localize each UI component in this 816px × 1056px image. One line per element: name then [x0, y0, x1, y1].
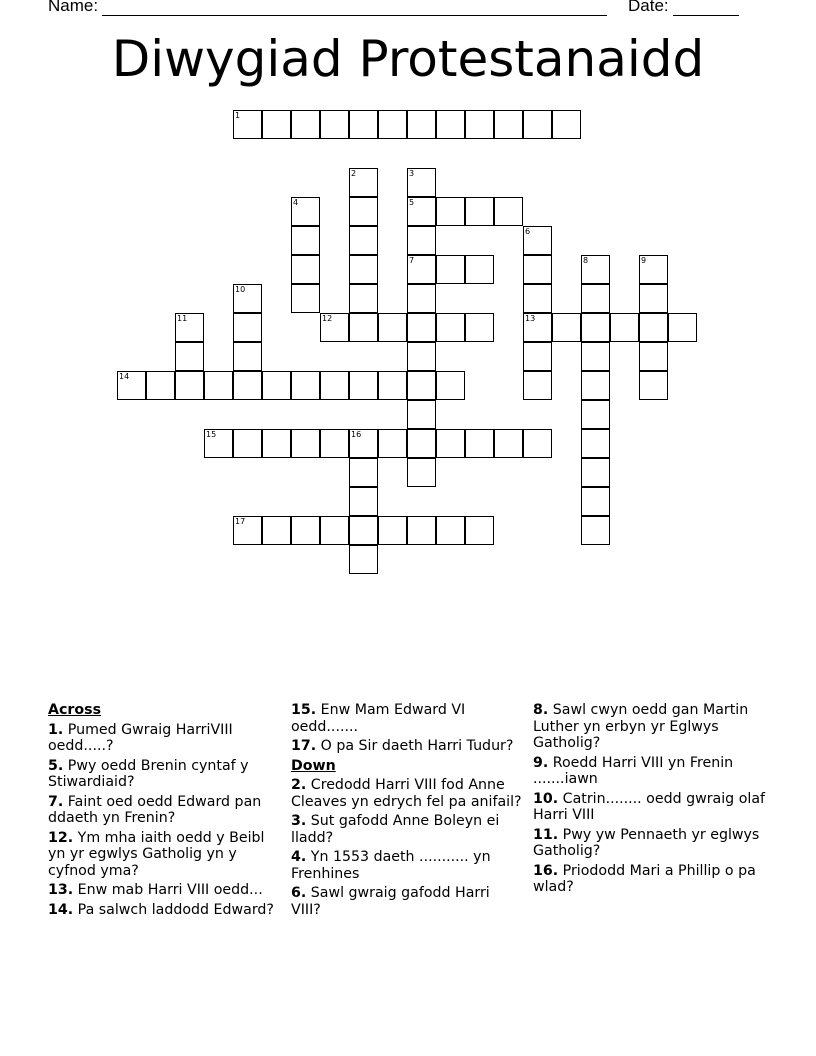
cell-number: 7: [409, 256, 415, 265]
grid-cell[interactable]: [349, 197, 378, 226]
grid-cell[interactable]: [552, 313, 581, 342]
page-title: Diwygiad Protestanaidd: [111, 30, 705, 88]
grid-cell[interactable]: [349, 284, 378, 313]
grid-cell[interactable]: [465, 429, 494, 458]
clue-down-8: [533, 702, 765, 752]
grid-cell[interactable]: [378, 516, 407, 545]
clue-number: 9.: [533, 754, 549, 771]
grid-cell[interactable]: [262, 371, 291, 400]
clue-text: Enw mab Harri VIII oedd...: [77, 882, 263, 898]
grid-cell-12[interactable]: [320, 313, 349, 342]
grid-cell[interactable]: [175, 342, 204, 371]
cell-number: 9: [641, 256, 647, 265]
clue-down-2: [291, 777, 523, 810]
cell-number: 16: [351, 430, 362, 439]
cell-number: 11: [177, 314, 188, 323]
grid-cell[interactable]: [581, 313, 610, 342]
clue-number: 6.: [291, 885, 307, 901]
grid-cell[interactable]: [349, 110, 378, 139]
across-heading: Across: [48, 702, 102, 718]
grid-cell[interactable]: [581, 371, 610, 400]
grid-cell[interactable]: [320, 110, 349, 139]
grid-cell[interactable]: [523, 255, 552, 284]
grid-cell-13[interactable]: [523, 313, 552, 342]
clue-text: Pwy oedd Brenin cyntaf y Stiwardiaid?: [48, 757, 249, 790]
grid-cell[interactable]: [291, 255, 320, 284]
clue-text: Roedd Harri VIII yn Frenin .......iawn: [533, 754, 734, 787]
cell-number: 8: [583, 256, 589, 265]
name-label: Name:: [48, 0, 99, 15]
grid-cell[interactable]: [407, 429, 436, 458]
grid-cell[interactable]: [349, 458, 378, 487]
clue-text: Faint oed oedd Edward pan ddaeth yn Frenin?: [48, 793, 262, 826]
clue-down-9: [533, 755, 765, 788]
grid-cell[interactable]: [581, 342, 610, 371]
grid-cell[interactable]: [639, 342, 668, 371]
grid-cell-2[interactable]: [349, 168, 378, 197]
clue-text: Credodd Harri VIII fod Anne Cleaves yn edrych fel pa anifail?: [291, 777, 522, 810]
clue-across-12: [48, 830, 280, 880]
grid-cell[interactable]: [407, 458, 436, 487]
grid-cell[interactable]: [581, 400, 610, 429]
grid-cell[interactable]: [436, 516, 465, 545]
grid-cell[interactable]: [407, 516, 436, 545]
grid-cell[interactable]: [494, 110, 523, 139]
clue-text: Priododd Mari a Phillip o pa wlad?: [533, 862, 756, 895]
grid-cell[interactable]: [349, 487, 378, 516]
grid-cell[interactable]: [523, 284, 552, 313]
grid-cell-5[interactable]: [407, 197, 436, 226]
grid-cell[interactable]: [581, 516, 610, 545]
clue-across-17: [291, 738, 523, 755]
grid-cell[interactable]: [436, 110, 465, 139]
cell-number: 10: [235, 285, 246, 294]
clue-text: Catrin........ oedd gwraig olaf Harri VIII: [533, 790, 766, 823]
grid-cell[interactable]: [378, 313, 407, 342]
clue-text: Pumed Gwraig HarriVIII oedd.....?: [48, 721, 233, 754]
grid-cell[interactable]: [610, 313, 639, 342]
grid-cell[interactable]: [465, 255, 494, 284]
clue-across-5: [48, 758, 280, 791]
grid-cell[interactable]: [407, 110, 436, 139]
clue-text: Enw Mam Edward VI oedd.......: [291, 702, 466, 735]
clue-number: 14.: [48, 901, 74, 918]
cell-number: 3: [409, 169, 415, 178]
grid-cell-4[interactable]: [291, 197, 320, 226]
grid-cell[interactable]: [233, 371, 262, 400]
grid-cell[interactable]: [407, 284, 436, 313]
clue-text: Yn 1553 daeth ........... yn Frenhines: [291, 849, 491, 882]
clue-text: Sawl gwraig gafodd Harri VIII?: [291, 885, 490, 918]
grid-cell[interactable]: [465, 197, 494, 226]
grid-cell[interactable]: [639, 313, 668, 342]
grid-cell[interactable]: [291, 110, 320, 139]
grid-cell[interactable]: [349, 313, 378, 342]
clue-number: 11.: [533, 826, 559, 843]
clue-down-3: [291, 813, 523, 846]
grid-cell[interactable]: [465, 313, 494, 342]
grid-cell[interactable]: [291, 371, 320, 400]
grid-cell-10[interactable]: [233, 284, 262, 313]
grid-cell-3[interactable]: [407, 168, 436, 197]
grid-cell-1[interactable]: [233, 110, 262, 139]
grid-cell[interactable]: [523, 342, 552, 371]
clues-column-1: [48, 702, 280, 921]
clue-number: 8.: [533, 702, 549, 718]
grid-cell[interactable]: [320, 516, 349, 545]
grid-cell[interactable]: [523, 429, 552, 458]
grid-cell[interactable]: [494, 429, 523, 458]
clue-number: 17.: [291, 738, 317, 754]
grid-cell-7[interactable]: [407, 255, 436, 284]
grid-cell[interactable]: [349, 516, 378, 545]
clue-number: 12.: [48, 829, 74, 846]
grid-cell-9[interactable]: [639, 255, 668, 284]
clue-across-13: [48, 882, 280, 899]
clue-across-1: [48, 722, 280, 755]
grid-cell[interactable]: [349, 255, 378, 284]
grid-cell[interactable]: [581, 429, 610, 458]
clue-number: 13.: [48, 882, 74, 898]
clue-text: Pa salwch laddodd Edward?: [77, 901, 274, 918]
clue-number: 3.: [291, 813, 307, 829]
grid-cell[interactable]: [552, 110, 581, 139]
grid-cell-15[interactable]: [204, 429, 233, 458]
grid-cell[interactable]: [233, 429, 262, 458]
cell-number: 12: [322, 314, 333, 323]
grid-cell[interactable]: [436, 429, 465, 458]
grid-cell[interactable]: [291, 516, 320, 545]
clue-number: 15.: [291, 702, 317, 718]
grid-cell[interactable]: [494, 197, 523, 226]
clue-down-6: [291, 885, 523, 918]
grid-cell[interactable]: [320, 371, 349, 400]
clue-down-10: [533, 791, 765, 824]
clue-number: 2.: [291, 777, 307, 793]
grid-cell[interactable]: [668, 313, 697, 342]
clue-number: 7.: [48, 793, 64, 810]
grid-cell[interactable]: [523, 110, 552, 139]
grid-cell[interactable]: [581, 284, 610, 313]
clue-number: 5.: [48, 757, 64, 774]
cell-number: 17: [235, 517, 246, 526]
grid-cell[interactable]: [407, 226, 436, 255]
grid-cell[interactable]: [436, 197, 465, 226]
grid-cell-11[interactable]: [175, 313, 204, 342]
cell-number: 5: [409, 198, 415, 207]
grid-cell[interactable]: [465, 110, 494, 139]
clue-down-16: [533, 863, 765, 896]
cell-number: 6: [525, 227, 531, 236]
grid-cell[interactable]: [639, 284, 668, 313]
grid-cell[interactable]: [175, 371, 204, 400]
clues-column-2: [291, 702, 523, 921]
clue-down-4: [291, 849, 523, 882]
down-heading: Down: [291, 757, 336, 774]
grid-cell[interactable]: [349, 226, 378, 255]
grid-cell-16[interactable]: [349, 429, 378, 458]
clue-across-15: [291, 702, 523, 735]
clue-number: 4.: [291, 849, 307, 865]
clues-column-3: [533, 702, 765, 899]
clue-text: Sawl cwyn oedd gan Martin Luther yn erbyn yr Eglwys Gatholig?: [533, 702, 749, 751]
grid-cell[interactable]: [349, 371, 378, 400]
grid-cell[interactable]: [465, 516, 494, 545]
grid-cell[interactable]: [320, 429, 349, 458]
grid-cell[interactable]: [262, 110, 291, 139]
grid-cell[interactable]: [407, 400, 436, 429]
grid-cell-17[interactable]: [233, 516, 262, 545]
grid-cell[interactable]: [262, 429, 291, 458]
clue-number: 1.: [48, 721, 64, 738]
grid-cell[interactable]: [436, 313, 465, 342]
grid-cell[interactable]: [146, 371, 175, 400]
grid-cell[interactable]: [436, 371, 465, 400]
grid-cell[interactable]: [378, 371, 407, 400]
grid-cell[interactable]: [204, 371, 233, 400]
clue-across-14: [48, 902, 280, 919]
clue-text: Pwy yw Pennaeth yr eglwys Gatholig?: [533, 826, 760, 859]
grid-cell[interactable]: [581, 487, 610, 516]
clue-number: 10.: [533, 790, 559, 807]
grid-cell[interactable]: [639, 371, 668, 400]
grid-cell-8[interactable]: [581, 255, 610, 284]
grid-cell-6[interactable]: [523, 226, 552, 255]
clue-text: O pa Sir daeth Harri Tudur?: [320, 738, 514, 754]
clue-text: Ym mha iaith oedd y Beibl yn yr egwlys Gatholig yn y cyfnod yma?: [48, 829, 265, 879]
grid-cell[interactable]: [523, 371, 552, 400]
clue-text: Sut gafodd Anne Boleyn ei lladd?: [291, 813, 500, 846]
cell-number: 15: [206, 430, 217, 439]
clue-down-11: [533, 827, 765, 860]
cell-number: 13: [525, 314, 536, 323]
grid-cell-14[interactable]: [117, 371, 146, 400]
grid-cell[interactable]: [349, 545, 378, 574]
grid-cell[interactable]: [262, 516, 291, 545]
date-label: Date:: [628, 0, 669, 15]
grid-cell[interactable]: [407, 371, 436, 400]
grid-cell[interactable]: [291, 429, 320, 458]
grid-cell[interactable]: [378, 429, 407, 458]
grid-cell[interactable]: [233, 342, 262, 371]
clue-across-7: [48, 794, 280, 827]
cell-number: 14: [119, 372, 130, 381]
grid-cell[interactable]: [291, 226, 320, 255]
cell-number: 1: [235, 111, 241, 120]
grid-cell[interactable]: [581, 458, 610, 487]
cell-number: 4: [293, 198, 299, 207]
clue-number: 16.: [533, 862, 559, 879]
grid-cell[interactable]: [378, 110, 407, 139]
cell-number: 2: [351, 169, 357, 178]
grid-cell[interactable]: [436, 255, 465, 284]
grid-cell[interactable]: [407, 313, 436, 342]
grid-cell[interactable]: [291, 284, 320, 313]
grid-cell[interactable]: [233, 313, 262, 342]
grid-cell[interactable]: [407, 342, 436, 371]
